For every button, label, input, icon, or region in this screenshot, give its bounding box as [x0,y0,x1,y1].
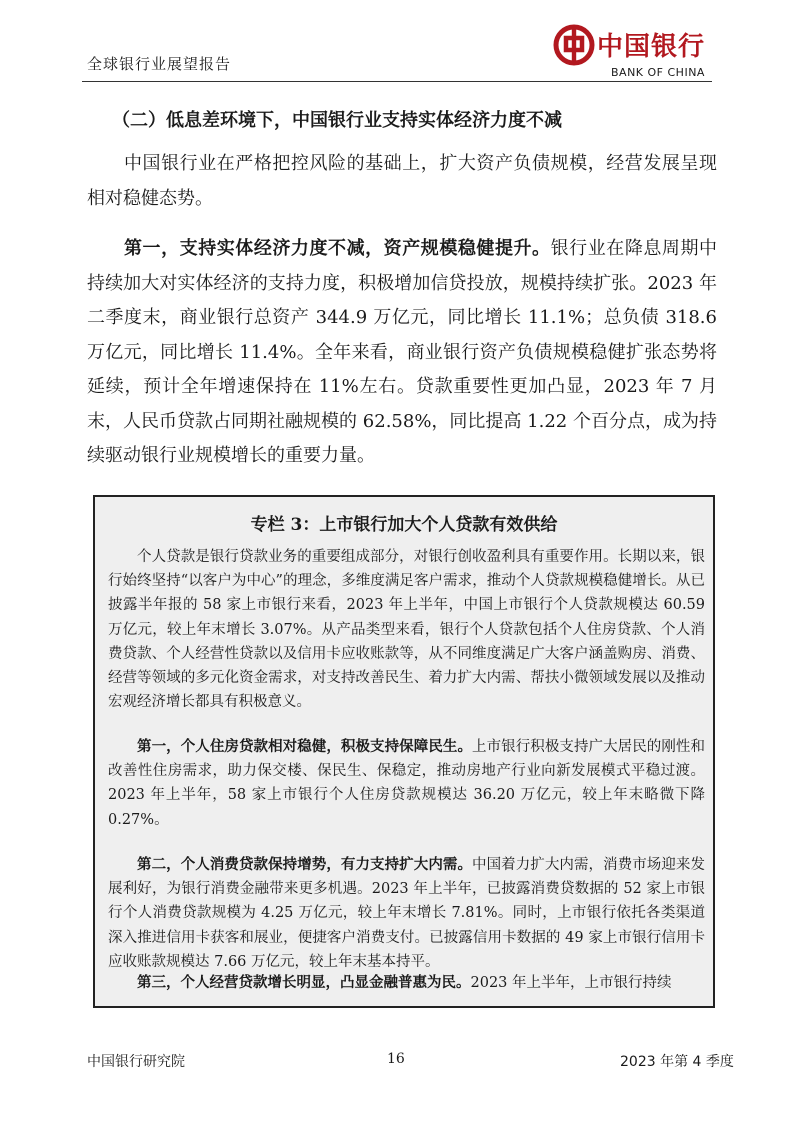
housing-lead: 第一，个人住房贷款相对稳健，积极支持保障民生。 [137,738,473,755]
page-number: 16 [387,1051,405,1067]
housing-body: 上市银行积极支持广大居民的刚性和改善性住房需求，助力保交楼、保民生、保稳定，推动房地产行业向新发展模式平稳过渡。2023 年上半年，58 家上市银行个人住房贷款规模达 36.20 万亿元，较上年末略微下降 0.27%。 [108,739,706,828]
business-body: 2023 年上半年，上市银行持续 [470,975,672,991]
logo-english-name: BANK OF CHINA [611,66,705,79]
logo-chinese-name: 中国银行 [597,32,706,62]
column-paragraph-consumer [108,853,705,974]
intro-paragraph: 中国银行业在严格把控风险的基础上，扩大资产负债规模，经营发展呈现相对稳健态势。 [87,153,717,209]
column-paragraph-housing [108,735,705,832]
consumer-lead: 第二，个人消费贷款保持增势，有力支持扩大内需。 [137,856,473,873]
column-box [93,495,715,1008]
bank-of-china-emblem-icon [553,24,595,66]
consumer-body: 中国着力扩大内需，消费市场迎来发展利好，为银行消费金融带来更多机遇。2023 年上半年，已披露消费贷数据的 52 家上市银行个人消费贷款规模为 4.25 万亿元，较上年末增长 7.81%。同时，上市银行依托各类渠道深入推进信用卡获客和展业，便捷客户消费支付。已披露信用卡数据的 49 家上市银行信用卡应收账款规模达 7.66 万亿元，较上年末基本持平。 [108,857,706,970]
column-paragraph-business [108,971,705,995]
report-title: 全球银行业展望报告 [87,55,232,73]
bank-of-china-logo [553,24,713,84]
header-divider [82,81,712,82]
business-lead: 第三，个人经营贷款增长明显，凸显金融普惠为民。 [137,974,471,991]
point-one-lead: 第一，支持实体经济力度不减，资产规模稳健提升。 [124,238,551,259]
footer-institute: 中国银行研究院 [87,1054,185,1070]
point-one-body: 银行业在降息周期中持续加大对实体经济的支持力度，积极增加信贷投放，规模持续扩张。2023 年二季度末，商业银行总资产 344.9 万亿元，同比增长 11.1%；总负债 318.6 万亿元，同比增长 11.4%。全年来看，商业银行资产负债规模稳健扩张态势将延续，预计全年增速保持在 11%左右。贷款重要性更加凸显，2023 年 7 月末，人民币贷款占同期社融规模的 62.58%，同比提高 1.22 个百分点，成为持续驱动银行业规模增长的重要力量。 [87,238,718,466]
section-heading: （二）低息差环境下，中国银行业支持实体经济力度不减 [112,110,562,131]
footer-period: 2023 年第 4 季度 [620,1054,734,1070]
column-title: 专栏 3：上市银行加大个人贷款有效供给 [250,515,558,535]
point-one-paragraph [87,232,717,474]
column-paragraph-overview: 个人贷款是银行贷款业务的重要组成部分，对银行创收盈利具有重要作用。长期以来，银行始终坚持“以客户为中心”的理念，多维度满足客户需求，推动个人贷款规模稳健增长。从已披露半年报的 58 家上市银行来看，2023 年上半年，中国上市银行个人贷款规模达 60.59 万亿元，较上年末增长 3.07%。从产品类型来看，银行个人贷款包括个人住房贷款、个人消费贷款、个人经营性贷款以及信用卡应收账款等，从不同维度满足广大客户涵盖购房、消费、经营等领域的多元化资金需求，对支持改善民生、着力扩大内需、帮扶小微领域发展以及推动宏观经济增长都具有积极意义。 [108,549,705,711]
